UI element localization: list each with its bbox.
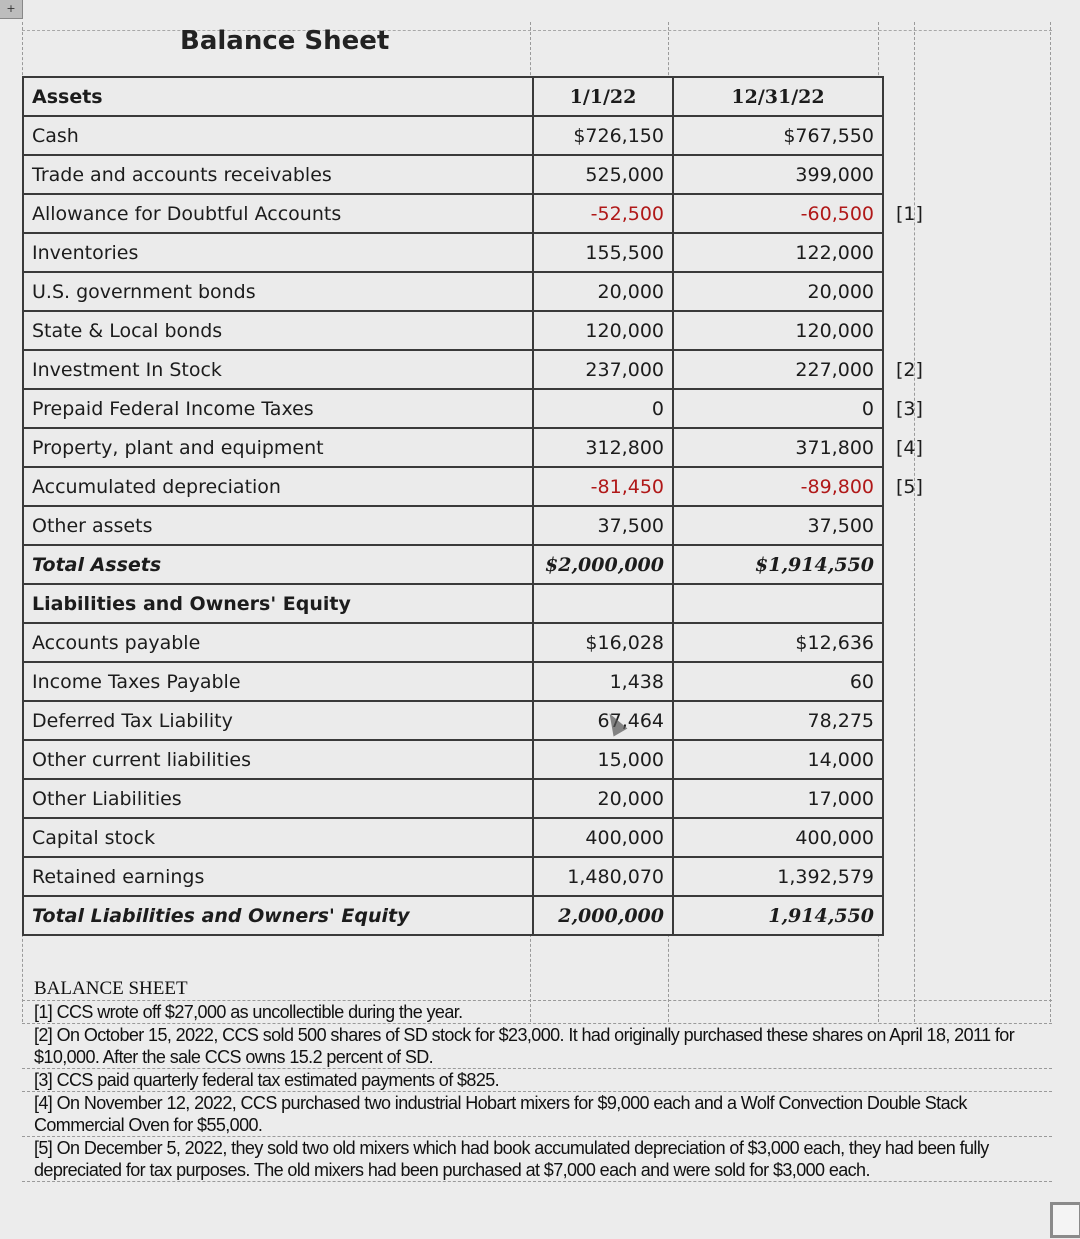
assets-header[interactable]: Assets xyxy=(23,77,533,116)
liability-row xyxy=(23,662,949,701)
asset-row xyxy=(23,194,949,233)
value-date2[interactable]: -89,800 xyxy=(673,467,883,506)
grid-line xyxy=(1050,22,1051,1022)
asset-row xyxy=(23,467,949,506)
value-date2[interactable]: 0 xyxy=(673,389,883,428)
row-label[interactable]: Deferred Tax Liability xyxy=(23,701,533,740)
value-date2[interactable]: 400,000 xyxy=(673,818,883,857)
value-date2[interactable]: 78,275 xyxy=(673,701,883,740)
note-reference xyxy=(883,857,949,896)
asset-row xyxy=(23,389,949,428)
value-date2[interactable]: 227,000 xyxy=(673,350,883,389)
empty-cell[interactable] xyxy=(533,584,673,623)
liabilities-header[interactable]: Liabilities and Owners' Equity xyxy=(23,584,533,623)
row-label[interactable]: Inventories xyxy=(23,233,533,272)
date1-header[interactable]: 1/1/22 xyxy=(533,77,673,116)
value-date2[interactable]: 122,000 xyxy=(673,233,883,272)
value-date2[interactable]: 14,000 xyxy=(673,740,883,779)
liability-row xyxy=(23,779,949,818)
notes-heading[interactable]: BALANCE SHEET xyxy=(22,978,1052,1001)
liability-row xyxy=(23,701,949,740)
asset-row xyxy=(23,116,949,155)
value-date1[interactable]: 155,500 xyxy=(533,233,673,272)
note-reference xyxy=(883,155,949,194)
row-label[interactable]: Cash xyxy=(23,116,533,155)
note-item[interactable]: [1] CCS wrote off $27,000 as uncollectible during the year. xyxy=(22,1001,1052,1024)
asset-row xyxy=(23,272,949,311)
row-label[interactable]: Accounts payable xyxy=(23,623,533,662)
row-label[interactable]: Total Liabilities and Owners' Equity xyxy=(23,896,533,935)
empty-cell[interactable] xyxy=(673,584,883,623)
notes-section xyxy=(22,978,1052,1182)
value-date2[interactable]: 399,000 xyxy=(673,155,883,194)
note-reference: [1] xyxy=(896,202,923,225)
value-date2[interactable]: 371,800 xyxy=(673,428,883,467)
value-date2[interactable]: $767,550 xyxy=(673,116,883,155)
scroll-corner-box[interactable] xyxy=(1050,1202,1080,1238)
total-liabilities-equity-row xyxy=(23,896,949,935)
note-reference xyxy=(883,701,949,740)
asset-row xyxy=(23,506,949,545)
value-date1[interactable]: 0 xyxy=(533,389,673,428)
row-label[interactable]: Prepaid Federal Income Taxes xyxy=(23,389,533,428)
note-reference xyxy=(883,233,949,272)
grid-line xyxy=(22,30,1052,31)
note-reference: [5] xyxy=(896,475,923,498)
asset-row xyxy=(23,350,949,389)
asset-row xyxy=(23,428,949,467)
value-date2[interactable]: 120,000 xyxy=(673,311,883,350)
value-date2[interactable]: 1,392,579 xyxy=(673,857,883,896)
row-label[interactable]: Other assets xyxy=(23,506,533,545)
row-label[interactable]: Other current liabilities xyxy=(23,740,533,779)
liabilities-header-row xyxy=(23,584,949,623)
note-reference: [4] xyxy=(896,436,923,459)
row-label[interactable]: Total Assets xyxy=(23,545,533,584)
note-item[interactable]: [3] CCS paid quarterly federal tax estimated payments of $825. xyxy=(22,1069,1052,1092)
liability-row xyxy=(23,740,949,779)
note-reference xyxy=(883,116,949,155)
note-reference xyxy=(883,662,949,701)
liability-row xyxy=(23,623,949,662)
value-date1[interactable]: 20,000 xyxy=(533,272,673,311)
value-date1[interactable]: 1,480,070 xyxy=(533,857,673,896)
balance-sheet-table xyxy=(22,76,950,936)
note-reference: [3] xyxy=(896,397,923,420)
select-all-corner[interactable]: + xyxy=(0,0,23,19)
header-row xyxy=(23,77,949,116)
note-reference xyxy=(883,506,949,545)
value-date1[interactable]: 312,800 xyxy=(533,428,673,467)
value-date2[interactable]: 1,914,550 xyxy=(673,896,883,935)
value-date2[interactable]: 20,000 xyxy=(673,272,883,311)
note-reference xyxy=(883,896,949,935)
liability-row xyxy=(23,857,949,896)
note-cell xyxy=(883,584,949,623)
total-assets-row xyxy=(23,545,949,584)
row-label[interactable]: Income Taxes Payable xyxy=(23,662,533,701)
value-date1[interactable]: $16,028 xyxy=(533,623,673,662)
row-label[interactable]: Retained earnings xyxy=(23,857,533,896)
value-date1[interactable]: 15,000 xyxy=(533,740,673,779)
note-cell xyxy=(883,77,949,116)
note-reference xyxy=(883,779,949,818)
note-reference xyxy=(883,818,949,857)
liability-row xyxy=(23,818,949,857)
value-date1[interactable]: -81,450 xyxy=(533,467,673,506)
value-date1[interactable]: 525,000 xyxy=(533,155,673,194)
asset-row xyxy=(23,155,949,194)
row-label[interactable]: Trade and accounts receivables xyxy=(23,155,533,194)
value-date2[interactable]: $1,914,550 xyxy=(673,545,883,584)
row-label[interactable]: Accumulated depreciation xyxy=(23,467,533,506)
value-date1[interactable]: 2,000,000 xyxy=(533,896,673,935)
row-label[interactable]: Investment In Stock xyxy=(23,350,533,389)
value-date1[interactable]: 400,000 xyxy=(533,818,673,857)
value-date2[interactable]: $12,636 xyxy=(673,623,883,662)
asset-row xyxy=(23,233,949,272)
row-label[interactable]: Capital stock xyxy=(23,818,533,857)
note-reference xyxy=(883,740,949,779)
value-date1[interactable]: 120,000 xyxy=(533,311,673,350)
value-date2[interactable]: 37,500 xyxy=(673,506,883,545)
value-date1[interactable]: $726,150 xyxy=(533,116,673,155)
value-date1[interactable]: $2,000,000 xyxy=(533,545,673,584)
note-item[interactable]: [5] On December 5, 2022, they sold two old mixers which had book accumulated depreciation of $3,000 each, they had been fully depreciated for tax purposes. The old mixers had been purchased at $7,000 each and were sold for $3,000 each. xyxy=(22,1137,1052,1182)
note-reference: [2] xyxy=(896,358,923,381)
note-reference xyxy=(883,272,949,311)
row-label[interactable]: Property, plant and equipment xyxy=(23,428,533,467)
value-date1[interactable]: -52,500 xyxy=(533,194,673,233)
note-reference xyxy=(883,311,949,350)
value-date2[interactable]: -60,500 xyxy=(673,194,883,233)
date2-header[interactable]: 12/31/22 xyxy=(673,77,883,116)
row-label[interactable]: State & Local bonds xyxy=(23,311,533,350)
sheet-title: Balance Sheet xyxy=(180,26,390,56)
value-date2[interactable]: 60 xyxy=(673,662,883,701)
value-date1[interactable]: 37,500 xyxy=(533,506,673,545)
row-label[interactable]: U.S. government bonds xyxy=(23,272,533,311)
value-date1[interactable]: 67,464 xyxy=(533,701,673,740)
value-date1[interactable]: 1,438 xyxy=(533,662,673,701)
value-date2[interactable]: 17,000 xyxy=(673,779,883,818)
asset-row xyxy=(23,311,949,350)
value-date1[interactable]: 237,000 xyxy=(533,350,673,389)
note-reference xyxy=(883,623,949,662)
row-label[interactable]: Other Liabilities xyxy=(23,779,533,818)
notes-list xyxy=(22,1001,1052,1182)
row-label[interactable]: Allowance for Doubtful Accounts xyxy=(23,194,533,233)
value-date1[interactable]: 20,000 xyxy=(533,779,673,818)
note-item[interactable]: [4] On November 12, 2022, CCS purchased two industrial Hobart mixers for $9,000 each and a Wolf Convection Double Stack Commercial Oven for $55,000. xyxy=(22,1092,1052,1137)
note-item[interactable]: [2] On October 15, 2022, CCS sold 500 shares of SD stock for $23,000. It had originally purchased these shares on April 18, 2011 for $10,000. After the sale CCS owns 15.2 percent of SD. xyxy=(22,1024,1052,1069)
note-reference xyxy=(883,545,949,584)
